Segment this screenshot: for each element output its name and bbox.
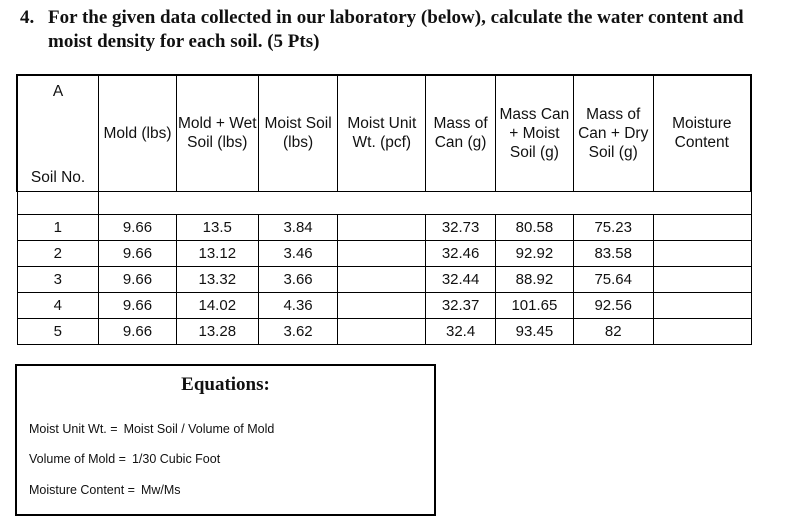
question bbox=[20, 6, 780, 54]
table-row bbox=[17, 214, 751, 240]
cell: 93.45 bbox=[496, 318, 574, 344]
cell: 2 bbox=[17, 240, 99, 266]
cell: 32.73 bbox=[426, 214, 496, 240]
cell: 83.58 bbox=[573, 240, 653, 266]
question-text: For the given data collected in our laboratory (below), calculate the water content and moist density for each soil. (5 Pts) bbox=[48, 7, 744, 52]
equations-box bbox=[15, 364, 436, 516]
header-mass-can-moist: Mass Can + Moist Soil (g) bbox=[496, 75, 574, 191]
cell: 4 bbox=[17, 292, 99, 318]
header-moisture-content: Moisture Content bbox=[653, 75, 751, 191]
header-row bbox=[17, 75, 751, 191]
cell: 14.02 bbox=[176, 292, 258, 318]
cell: 32.44 bbox=[426, 266, 496, 292]
cell: 75.64 bbox=[573, 266, 653, 292]
cell bbox=[338, 292, 426, 318]
equation-value: Mw/Ms bbox=[140, 483, 181, 497]
cell: 3.46 bbox=[258, 240, 338, 266]
cell: 13.32 bbox=[176, 266, 258, 292]
cell: 80.58 bbox=[496, 214, 574, 240]
header-soil-no bbox=[17, 75, 99, 191]
spacer-row bbox=[17, 191, 751, 214]
equation-label: Volume of Mold = bbox=[29, 452, 126, 466]
table-row bbox=[17, 266, 751, 292]
cell: 13.5 bbox=[176, 214, 258, 240]
equation-value: Moist Soil / Volume of Mold bbox=[123, 422, 275, 436]
header-moist-unit-wt: Moist Unit Wt. (pcf) bbox=[338, 75, 426, 191]
cell: 9.66 bbox=[99, 318, 177, 344]
cell: 5 bbox=[17, 318, 99, 344]
header-mold-wet-soil: Mold + Wet Soil (lbs) bbox=[176, 75, 258, 191]
equation-line bbox=[29, 483, 181, 497]
equation-label: Moisture Content = bbox=[29, 483, 135, 497]
cell: 92.56 bbox=[573, 292, 653, 318]
cell bbox=[653, 318, 751, 344]
table-row bbox=[17, 292, 751, 318]
cell: 32.4 bbox=[426, 318, 496, 344]
cell: 9.66 bbox=[99, 266, 177, 292]
cell: 3.66 bbox=[258, 266, 338, 292]
cell bbox=[338, 266, 426, 292]
equation-line bbox=[29, 452, 220, 466]
table-row bbox=[17, 240, 751, 266]
cell: 101.65 bbox=[496, 292, 574, 318]
cell bbox=[338, 240, 426, 266]
equations-title: Equations: bbox=[181, 374, 270, 395]
header-mass-can: Mass of Can (g) bbox=[426, 75, 496, 191]
cell: 75.23 bbox=[573, 214, 653, 240]
cell bbox=[338, 214, 426, 240]
cell bbox=[338, 318, 426, 344]
header-mass-can-dry: Mass of Can + Dry Soil (g) bbox=[573, 75, 653, 191]
cell bbox=[653, 240, 751, 266]
cell: 13.28 bbox=[176, 318, 258, 344]
header-soil-no-label: Soil No. bbox=[30, 168, 86, 186]
cell: 82 bbox=[573, 318, 653, 344]
cell: 88.92 bbox=[496, 266, 574, 292]
cell: 9.66 bbox=[99, 214, 177, 240]
cell: 32.37 bbox=[426, 292, 496, 318]
equation-line bbox=[29, 422, 274, 436]
cell bbox=[653, 214, 751, 240]
cell: 1 bbox=[17, 214, 99, 240]
header-mold: Mold (lbs) bbox=[99, 75, 177, 191]
cell: 4.36 bbox=[258, 292, 338, 318]
equation-label: Moist Unit Wt. = bbox=[29, 422, 118, 436]
cell: 9.66 bbox=[99, 292, 177, 318]
cell: 3.62 bbox=[258, 318, 338, 344]
equation-value: 1/30 Cubic Foot bbox=[131, 452, 221, 466]
cell: 3.84 bbox=[258, 214, 338, 240]
table-row bbox=[17, 318, 751, 344]
question-number: 4. bbox=[20, 7, 35, 28]
cell: 13.12 bbox=[176, 240, 258, 266]
cell: 9.66 bbox=[99, 240, 177, 266]
cell bbox=[653, 266, 751, 292]
cell: 92.92 bbox=[496, 240, 574, 266]
table-label-a: A bbox=[52, 83, 64, 100]
header-moist-soil: Moist Soil (lbs) bbox=[258, 75, 338, 191]
cell: 32.46 bbox=[426, 240, 496, 266]
cell: 3 bbox=[17, 266, 99, 292]
cell bbox=[653, 292, 751, 318]
lab-data-table bbox=[16, 74, 752, 345]
